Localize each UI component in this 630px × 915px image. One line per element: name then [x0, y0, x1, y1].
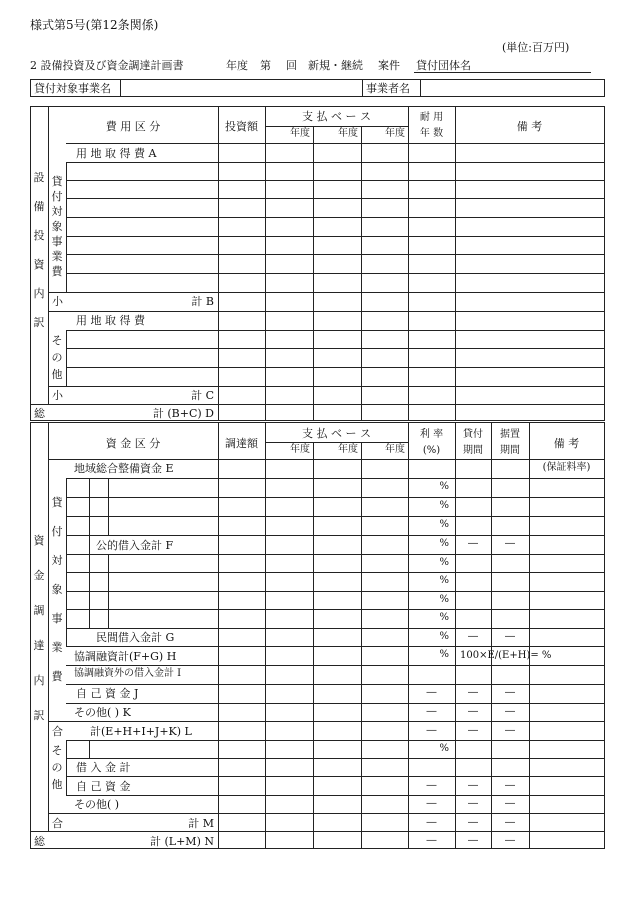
form-title: 様式第5号(第12条関係) [30, 18, 159, 32]
fund-row-line [66, 646, 605, 647]
fund-row-line [66, 740, 605, 741]
fund-total2: 計 (L+M) N [150, 835, 214, 848]
inv-row-line [66, 348, 605, 349]
fund-row-line [66, 554, 605, 555]
pct-mark-10: % [439, 743, 449, 754]
v-rule [120, 79, 121, 97]
inv-sub-c: 小 [52, 389, 63, 402]
dash-mark: ― [426, 687, 437, 698]
fund-kikan2: 期間 [463, 445, 483, 456]
inv-row-line [66, 143, 605, 144]
fund-amount-header: 調達額 [225, 437, 258, 450]
inv-sub-b2: 計 B [191, 295, 214, 308]
shinki-label: 新規・継続 [308, 59, 363, 72]
pct-mark-4: % [439, 557, 449, 568]
fund-hosho: (保証料率) [542, 462, 591, 473]
fund-sonota-inner [66, 740, 67, 796]
inv-taisho-side: 貸 付 対 象 事 業 費 [51, 174, 63, 278]
fund-row-kari: 借 入 金 計 [76, 761, 131, 774]
fund-row-line [66, 478, 605, 479]
inv-row-line [66, 198, 605, 199]
pct-mark-7: % [439, 612, 449, 623]
fund-row-e: 地域総合整備資金 E [74, 462, 174, 475]
inv-sub-b-top [48, 292, 605, 293]
fund-row-line [66, 497, 605, 498]
fund-total-top [30, 831, 605, 832]
fund-nendo-2: 年度 [385, 444, 405, 455]
pct-mark-6: % [439, 594, 449, 605]
v-rule [420, 79, 421, 97]
fund-shiharai-header: 支 払 ベ ー ス [302, 427, 371, 440]
inv-row-line [66, 217, 605, 218]
fund-rate2: (%) [422, 445, 441, 456]
fund-kikan1: 貸付 [463, 429, 483, 440]
dash-mark: ― [505, 631, 515, 642]
v-rule [455, 106, 456, 421]
dash-mark: ― [468, 538, 478, 549]
form-heading: 2 設備投資及び資金調達計画書 [30, 59, 184, 72]
inv-shiharai-header: 支 払 ベ ー ス [302, 110, 371, 123]
inv-row-line [66, 367, 605, 368]
v-rule [408, 106, 409, 421]
fund-row-line [66, 758, 605, 759]
pct-mark-1: % [439, 500, 449, 511]
dash-mark: ― [426, 817, 437, 828]
dash-mark: ― [505, 687, 515, 698]
inv-row-sonota: 用 地 取 得 費 [76, 314, 145, 327]
inv-sub-c2: 計 C [191, 389, 214, 402]
fund-row-line [66, 516, 605, 517]
inv-total2: 計 (B+C) D [152, 407, 214, 420]
inv-biko: 備 考 [516, 120, 543, 133]
fund-row-line [66, 684, 605, 685]
inv-row-line [66, 162, 605, 163]
dash-mark: ― [505, 706, 515, 717]
dash-mark: ― [505, 538, 515, 549]
fund-biko: 備 考 [553, 437, 580, 450]
pct-mark-0: % [439, 481, 449, 492]
dash-mark: ― [505, 780, 515, 791]
dai-label: 第 [260, 59, 271, 72]
fund-row-line [66, 609, 605, 610]
fund-shiharai-divider [265, 442, 409, 443]
h-rule [48, 459, 605, 460]
pct-mark-2: % [439, 519, 449, 530]
fund-nendo-1: 年度 [338, 444, 358, 455]
fund-kubun-header: 資 金 区 分 [105, 437, 161, 450]
unit-label: (単位:百万円) [502, 41, 570, 54]
fund-taisho-side: 貸 付 対 象 事 業 費 [51, 495, 63, 683]
dash-mark: ― [468, 835, 478, 846]
fund-ai: 合 [52, 725, 63, 738]
v-rule [361, 126, 362, 421]
taisho-label: 貸付対象事業名 [34, 82, 111, 95]
inv-sub-c-top [48, 386, 605, 387]
fund-row-g: 民間借入金計 G [96, 631, 175, 644]
dash-mark: ― [426, 706, 437, 717]
fund-taisho-inner [66, 478, 67, 647]
taisho-inner [66, 162, 67, 293]
inv-amount-header: 投資額 [225, 120, 258, 133]
v-rule [313, 126, 314, 421]
inv-sub-b: 小 [52, 295, 63, 308]
fund-row-f: 公的借入金計 F [96, 539, 174, 552]
h-rule [48, 721, 605, 722]
dash-mark: ― [426, 780, 437, 791]
inv-nendo-0: 年度 [290, 128, 310, 139]
h-rule [48, 813, 605, 814]
fund-nendo-0: 年度 [290, 444, 310, 455]
shiharai-divider [265, 126, 409, 127]
fund-row-line [66, 795, 605, 796]
inv-row-line [66, 273, 605, 274]
dash-mark: ― [426, 725, 437, 736]
dash-mark: ― [468, 706, 478, 717]
v-rule [529, 422, 530, 849]
v-rule [362, 79, 363, 97]
inv-sub-b-bottom [48, 311, 605, 312]
dash-mark: ― [468, 725, 478, 736]
dash-mark: ― [468, 687, 478, 698]
inv-row-line [66, 180, 605, 181]
inv-kubun-header: 費 用 区 分 [105, 120, 161, 133]
fund-row-m: 計 M [188, 817, 214, 830]
fund-sonota-side: そ の 他 [51, 744, 63, 791]
fund-inner-g [108, 554, 109, 629]
dash-mark: ― [468, 817, 478, 828]
inv-total-top [30, 404, 605, 405]
dash-mark: ― [468, 780, 478, 791]
inv-nendo-2: 年度 [385, 128, 405, 139]
anken-label: 案件 [378, 59, 400, 72]
fund-row-line [66, 535, 605, 536]
fund-total: 総 [34, 835, 45, 848]
inv-nendo-1: 年度 [338, 128, 358, 139]
fund-row-line [66, 665, 605, 666]
jigyosha-label: 事業者名 [366, 82, 410, 95]
fund-sue1: 据置 [500, 429, 520, 440]
fund-formula: 100×E/(E+H)= % [460, 650, 552, 661]
fund-row-h: 協調融資計(F+G) H [74, 650, 177, 663]
v-rule [218, 106, 219, 421]
dash-mark: ― [468, 798, 478, 809]
fund-inner-1 [89, 478, 90, 629]
fund-row-line [66, 703, 605, 704]
fund-row-line [66, 591, 605, 592]
dash-mark: ― [505, 817, 515, 828]
nendo-label: 年度 [226, 59, 248, 72]
fund-rate1: 利 率 [419, 429, 444, 440]
fund-row-i: 協調融資外の借入金計 I [74, 668, 182, 679]
inv-total: 総 [34, 407, 45, 420]
fund-side-label: 資 金 調 達 内 訳 [33, 534, 45, 722]
fund-row-sonota: その他( ) [74, 798, 120, 811]
fund-sue2: 期間 [500, 445, 520, 456]
dash-mark: ― [505, 835, 515, 846]
pct-mark-5: % [439, 575, 449, 586]
inv-row-line [66, 330, 605, 331]
fund-row-line [66, 628, 605, 629]
dantai-underline [414, 72, 591, 73]
inv-taiyo1: 耐 用 [419, 112, 444, 123]
inv-row-line [66, 236, 605, 237]
v-rule [218, 422, 219, 849]
fund-row-l: 計(E+H+I+J+K) L [90, 725, 192, 738]
inv-side-label: 設 備 投 資 内 訳 [33, 171, 45, 329]
dantai-label: 貸付団体名 [416, 59, 471, 72]
fund-row-line [66, 572, 605, 573]
fund-inner-f [108, 478, 109, 536]
inv-row-line [66, 254, 605, 255]
v-rule [265, 106, 266, 421]
fund-sonota-box [89, 740, 90, 759]
dash-mark: ― [468, 631, 478, 642]
fund-row-j: 自 己 資 金 J [76, 687, 139, 700]
pct-mark-8: % [439, 631, 449, 642]
fund-ai2: 合 [52, 817, 63, 830]
dash-mark: ― [505, 798, 515, 809]
inv-row-a: 用 地 取 得 費 A [76, 147, 157, 160]
inv-sonota-side: そ の 他 [51, 333, 63, 381]
fund-row-k: その他( ) K [74, 706, 131, 719]
taisho-box [30, 79, 605, 97]
sonota-inner [66, 330, 67, 387]
fund-row-jiko: 自 己 資 金 [76, 780, 131, 793]
pct-mark-9: % [439, 649, 449, 660]
inv-taiyo2: 年 数 [419, 128, 444, 139]
kai-label: 回 [286, 59, 297, 72]
dash-mark: ― [505, 725, 515, 736]
pct-mark-3: % [439, 538, 449, 549]
dash-mark: ― [426, 835, 437, 846]
fund-row-line [66, 776, 605, 777]
dash-mark: ― [426, 798, 437, 809]
